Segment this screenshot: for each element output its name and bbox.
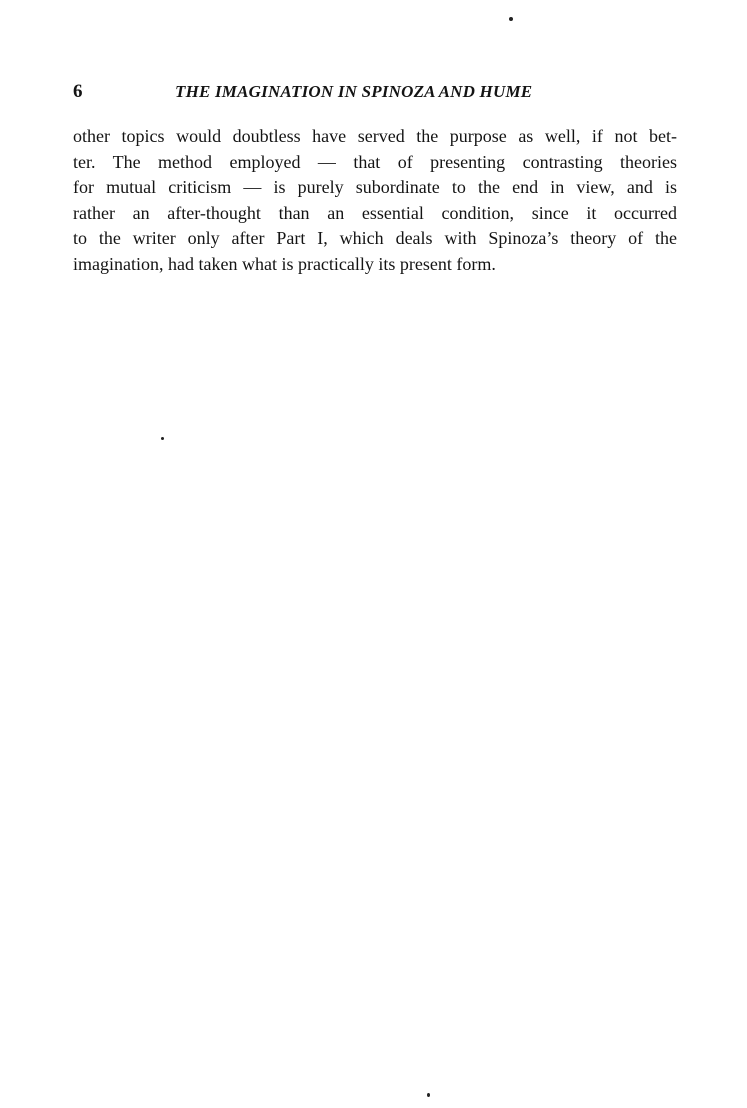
text-line: other topics would doubtless have served the purpose as well, if not bet- — [73, 126, 677, 146]
text-line: imagination, had taken what is practically its present form. — [73, 253, 496, 274]
body-paragraph — [73, 124, 677, 278]
text-line: to the writer only after Part I, which deals with Spinoza’s theory of the — [73, 228, 677, 249]
text-line: rather an after-thought than an essential condition, since it occurred — [73, 202, 677, 223]
running-head — [73, 80, 677, 104]
text-line: ter. The method employed — that of presenting contrasting theories — [73, 151, 677, 172]
running-title: THE IMAGINATION IN SPINOZA AND HUME — [175, 82, 533, 101]
ink-speck — [427, 1093, 430, 1097]
page-number: 6 — [73, 81, 83, 102]
ink-speck — [161, 437, 164, 440]
ink-speck — [509, 17, 513, 21]
text-line: for mutual criticism — is purely subordinate to the end in view, and is — [73, 177, 677, 198]
